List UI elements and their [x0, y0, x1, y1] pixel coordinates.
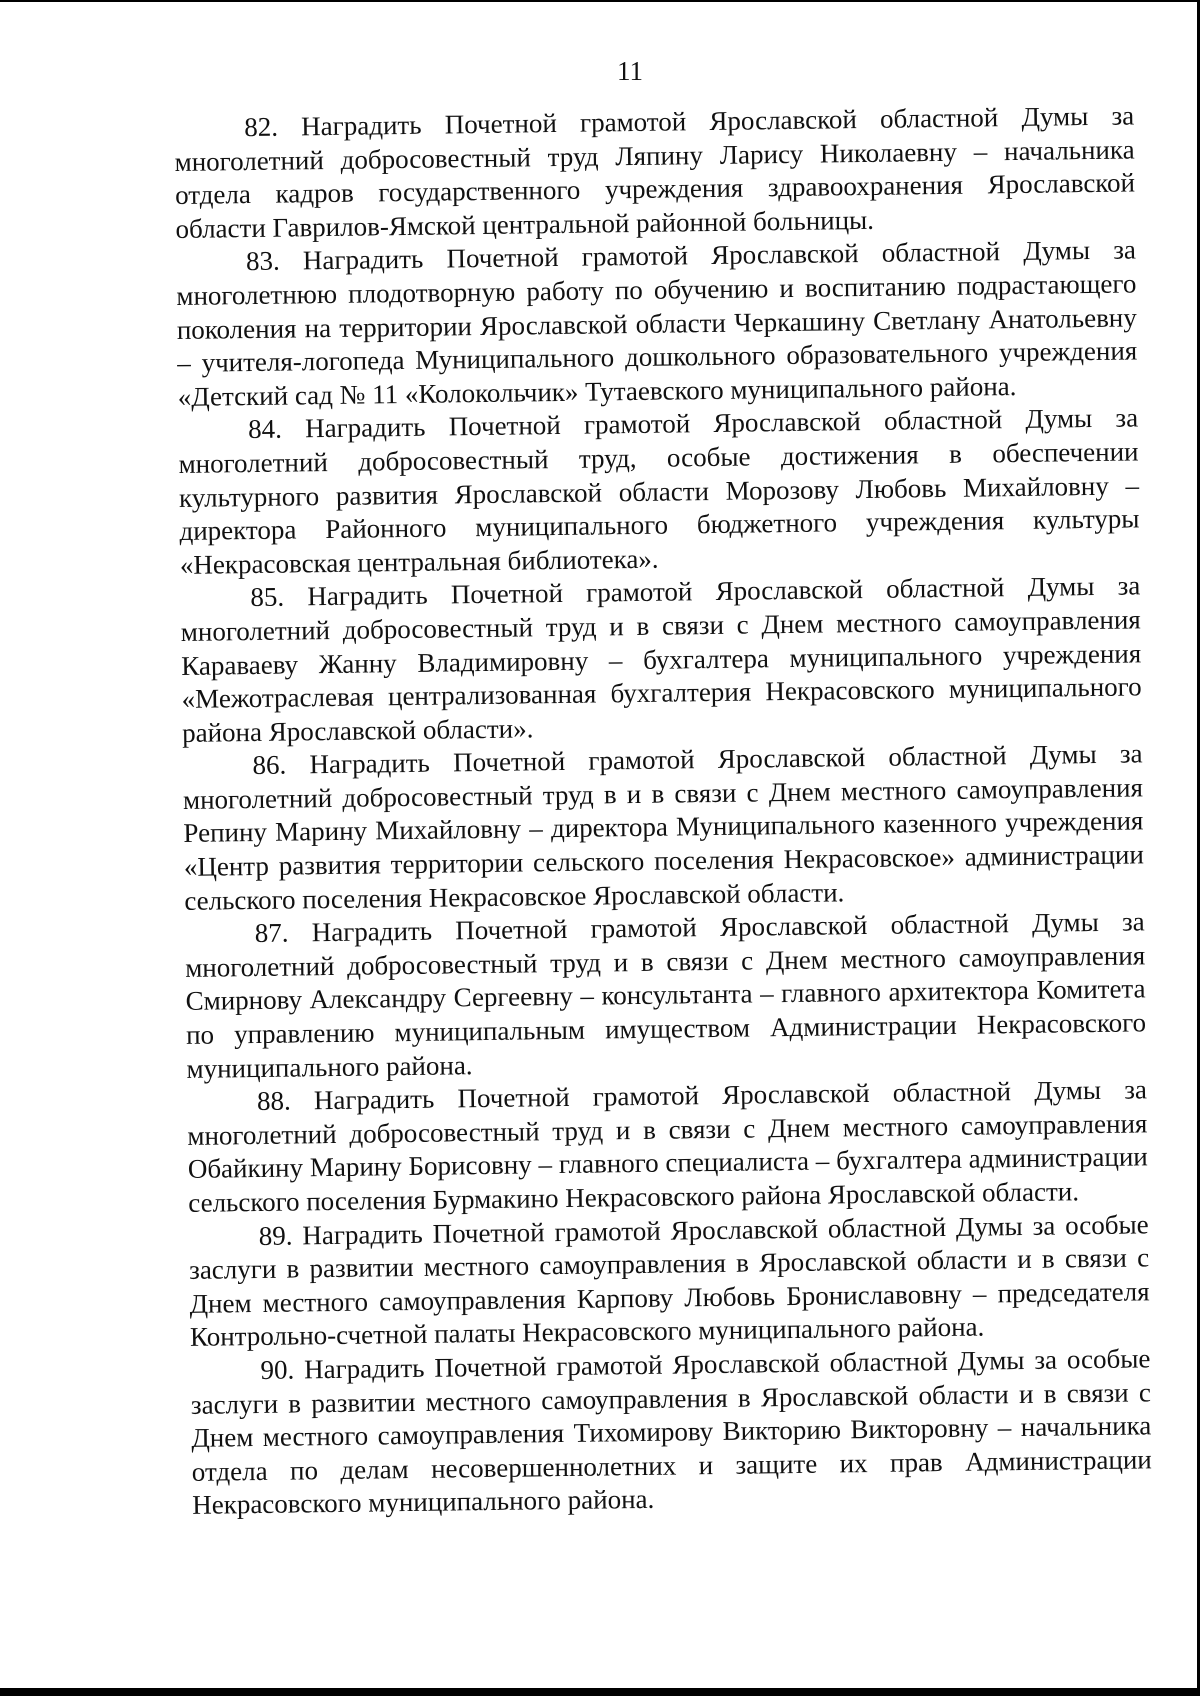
paragraph-text: Наградить Почетной грамотой Ярославской областной Думы за особые заслуги в развитии местного самоуправления в Ярославской области и в связи с Днем местного самоуправления Карпову Любовь Брониславовну – председателя Контрольно-счетной палаты Некрасовского муниципального района.	[188, 1208, 1150, 1353]
paragraph-text: Наградить Почетной грамотой Ярославской областной Думы за особые заслуги в развитии местного самоуправления в Ярославской области и в связи с Днем местного самоуправления Тихомирову Викторию Викторовну – начальника отдела по делам несовершеннолетних и защите их прав Администрации Некрасовского муниципального района.	[190, 1343, 1152, 1521]
page-number: 11	[617, 56, 643, 86]
scan-edge-top	[0, 0, 1200, 2]
paragraph-number: 90.	[260, 1354, 295, 1385]
paragraph-number: 82.	[244, 111, 279, 143]
paragraph-86	[182, 738, 1144, 919]
paragraph-text: Наградить Почетной грамотой Ярославской областной Думы за многолетний добросовестный труд и в связи с Днем местного самоуправления Обайкину Марину Борисовну – главного специалиста – бухгалтера администрации сельского поселения Бурмакино Некрасовского района Ярославской области.	[187, 1074, 1148, 1218]
paragraph-84	[178, 402, 1140, 583]
paragraph-90	[190, 1342, 1152, 1523]
paragraph-number: 87.	[254, 917, 289, 949]
paragraph-85	[180, 570, 1142, 751]
paragraph-number: 89.	[258, 1220, 293, 1251]
paragraph-number: 83.	[245, 246, 280, 277]
scan-edge-bottom	[0, 1688, 1200, 1696]
paragraph-text: Наградить Почетной грамотой Ярославской областной Думы за многолетний добросовестный труд и в связи с Днем местного самоуправления Караваеву Жанну Владимировну – бухгалтера муниципального учреждения «Межотраслевая централизованная бухгалтерия Некрасовского муниципального района Ярославской области».	[180, 570, 1142, 748]
document-body	[174, 99, 1152, 1522]
paragraph-text: Наградить Почетной грамотой Ярославской областной Думы за многолетнюю плодотворную работу по обучению и воспитанию подрастающего поколения на территории Ярославской области Черкашину Светлану Анатольевну – учителя-логопеда Муниципального дошкольного образовательного учреждения «Детский сад № 11 «Колокольчик» Тутаевского муниципального района.	[176, 234, 1138, 412]
paragraph-87	[185, 906, 1147, 1087]
paragraph-number: 86.	[252, 749, 287, 781]
paragraph-text: Наградить Почетной грамотой Ярославской областной Думы за многолетний добросовестный труд в и в связи с Днем местного самоуправления Репину Марину Михайловну – директора Муниципального казенного учреждения «Центр развития территории сельского поселения Некрасовское» администрации сельского поселения Некрасовское Ярославской области.	[182, 738, 1144, 916]
paragraph-text: Наградить Почетной грамотой Ярославской областной Думы за многолетний добросовестный труд Ляпину Ларису Николаевну – начальника отдела кадров государственного учреждения здравоохранения Ярославской области Гаврилов-Ямской центральной районной больницы.	[174, 100, 1136, 244]
paragraph-text: Наградить Почетной грамотой Ярославской областной Думы за многолетний добросовестный труд и в связи с Днем местного самоуправления Смирнову Александру Сергеевну – консультанта – главного архитектора Комитета по управлению муниципальным имуществом Администрации Некрасовского муниципального района.	[185, 906, 1147, 1084]
paragraph-89	[189, 1208, 1151, 1355]
paragraph-number: 88.	[256, 1085, 291, 1117]
paragraph-text: Наградить Почетной грамотой Ярославской областной Думы за многолетний добросовестный труд, особые достижения в обеспечении культурного развития Ярославской области Морозову Любовь Михайловну – директора Районного муниципального бюджетного учреждения культуры «Некрасовская центральная библиотека».	[178, 402, 1140, 580]
paragraph-83	[176, 234, 1138, 415]
paragraph-82	[174, 99, 1136, 246]
paragraph-88	[187, 1074, 1149, 1221]
paragraph-number: 84.	[247, 413, 283, 445]
paragraph-number: 85.	[250, 581, 285, 613]
